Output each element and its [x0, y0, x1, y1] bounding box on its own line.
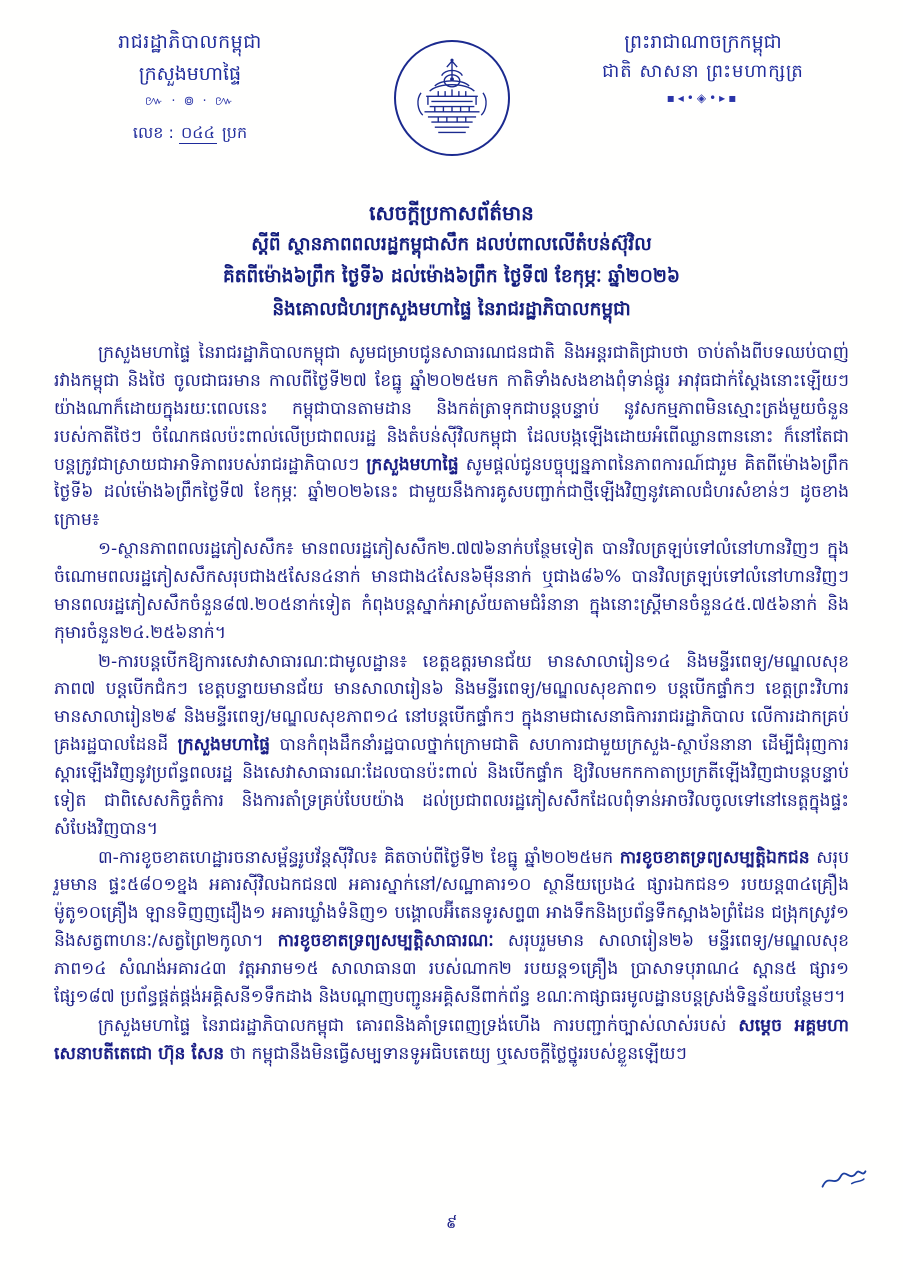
header-center-block: [392, 40, 512, 160]
royal-emblem-icon: [394, 40, 510, 156]
document-body: [54, 340, 849, 1068]
document-number: [133, 122, 247, 146]
paragraph-section-2-part-2: បានកំពុងដឹកនាំរដ្ឋបាលថ្នាក់ក្រោមជាតិ សហការជាមួយក្រសួង-ស្ថាប័ននានា ដើម្បីជំរុញការស្តារឡើងវិញនូវប្រព័ន្ធពលរដ្ឋ និងសេវាសាធារណៈដែលបានប៉ះពាល់ និងបើកផ្ទាំក ឱ្យវិលមកកកាតាប្រក្រតីឡើងវិញជាបន្តបន្ទាប់ទៀត ជាពិសេសកិច្ចតំការ និងការតាំទ្រគ្រប់បែបយ៉ាង ដល់ប្រជាពលរដ្ឋភៀសសឹកដែលពុំទាន់អាចវិលចូលទៅនៅនេត្តក្នុងផ្ទះ សំបែងវិញបាន។: [54, 735, 849, 839]
header-left-block: [60, 28, 320, 146]
title-block: [0, 197, 903, 326]
title-line-1: សេចក្តីប្រកាសព័ត៌មាន: [369, 201, 534, 225]
title-line-3: គិតពីម៉ោង៦ព្រឹក ថ្ងៃទី៦ ដល់ម៉ោង៦ព្រឹក ថ្ងៃទី៧ ខែកុម្ភៈ ឆ្នាំ២០២៦: [223, 266, 680, 288]
paragraph-section-2: [54, 649, 849, 844]
paragraph-closing-part-2: ថា កម្ពុជានឹងមិនធ្វើសម្បទានទូអធិបតេយ្យ ឬសេចក្តីថ្លៃថ្នូររបស់ខ្លួនឡើយៗ: [224, 1043, 687, 1064]
paragraph-intro-part-1: ក្រសួងមហាផ្ទៃ នៃរាជរដ្ឋាភិបាលកម្ពុជា សូមជម្រាបជូនសាធារណជនជាតិ និងអន្តរជាតិជ្រាបថា ចាប់តាំងពីបទឈប់បាញ់រវាងកម្ពុជា និងថៃ ចូលជាធរមាន កាលពីថ្ងៃទី២៧ ខែធ្នូ ឆ្នាំ២០២៥មក កាតិទាំងសងខាងពុំទាន់ផ្តូរ អាវុធជាក់ស្តែងនោះឡើយៗ យ៉ាងណាក៏ដោយក្នុងរយៈពេលនេះ កម្ពុជាបានតាមដាន និងកត់ត្រាទុកជាបន្តបន្ទាប់ នូវសកម្មភាពមិនស្មោះត្រង់មួយចំនួនរបស់កាតីថៃៗ ចំណែកផលប៉ះពាល់លើប្រជាពលរដ្ឋ និងតំបន់ស៊ីវិលកម្ពុជា ដែលបង្កឡើងដោយអំពើឈ្លានពាននោះ ក៏នៅតែជាបន្តក្រូវជាស្រាយជាអាទិភាពរបស់រាជរដ្ឋាភិបាលៗ: [54, 343, 849, 475]
page-number: ៩: [445, 1213, 458, 1232]
paragraph-intro-part-2: សូមផ្តល់ជូនបច្ចុប្បន្នភាពនៃភាពការណ៍ជារួម គិតពីម៉ោង៦ព្រឹក ថ្ងៃទី៦ ដល់ម៉ោង៦ព្រឹកថ្ងៃទី៧ ខែកុម្ភៈ ឆ្នាំ២០២៦នេះ ជាមួយនឹងការគូសបញ្ជាក់ជាថ្មីឡើងវិញនូវគោលជំហរសំខាន់ៗ ដូចខាងក្រោម៖: [54, 454, 849, 531]
ornament-right: ▪◂•◈•▸▪: [666, 91, 740, 106]
document-number-suffix: ប្រក: [222, 122, 248, 142]
document-number-value: ០៤៤: [180, 122, 215, 142]
ornament-left: ៚ · ៙ · ៚: [144, 93, 236, 109]
kingdom-title: ព្រះរាជាណាចក្រកម្ពុជា: [624, 31, 782, 53]
public-property-damage-label: ការខូចខាតទ្រព្យសម្បត្តិសាធារណៈ: [277, 931, 494, 952]
paragraph-closing-part-1: ក្រសួងមហាផ្ទៃ នៃរាជរដ្ឋាភិបាលកម្ពុជា គោរពនិងគាំទ្រពេញទ្រង់ហើង ការបញ្ជាក់ច្បាស់លាស់របស់: [98, 1015, 739, 1036]
title-line-4: និងគោលជំហរក្រសួងមហាផ្ទៃ នៃរាជរដ្ឋាភិបាលកម្ពុជា: [272, 298, 631, 320]
paragraph-section-3: [54, 845, 849, 1012]
title-line-2: ស្តីពី ស្ថានភាពពលរដ្ឋកម្ពុជាសឹក ដលប់ពាលលើតំបន់ស៊ុវិល: [251, 234, 652, 255]
ministry-mention-2: ក្រសួងមហាផ្ទៃ: [177, 735, 271, 756]
document-number-label: លេខ :: [132, 122, 174, 142]
private-property-damage-label: ការខូចខាតទ្រព្យសម្បត្តិឯកជន: [619, 847, 810, 868]
senate-president-name: សម្តេច អគ្គមហាសេនាបតីតេជោ ហ៊ុន សែន: [54, 1015, 849, 1064]
paragraph-intro: [54, 340, 849, 535]
paragraph-section-1: ១-ស្ថានភាពពលរដ្ឋភៀសសឹក៖ មានពលរដ្ឋភៀសសឹក២.៧៧៦នាក់បន្ថែមទៀត បានវិលត្រឡប់ទៅលំនៅហានវិញៗ ក្នុងចំណោមពលរដ្ឋភៀសសឹកសរុបជាង៥សែន៤នាក់ មានជាង៤សែន៦មុឺននាក់ ឬជាង៨៦% បានវិលត្រឡប់ទៅលំនៅហានវិញៗ មានពលរដ្ឋភៀសសឹកចំនួន៨៧.២០៥នាក់ទៀត កំពុងបន្តស្នាក់អាស្រ័យតាមជំរំនានា ក្នុងនោះស្ត្រីមានចំនួន៤៥.៧៥៦នាក់ និងកុមារចំនួន២៤.២៥៦នាក់។: [54, 539, 849, 643]
paragraph-section-3-part-1: ៣-ការខូចខាតហេដ្ឋារចនាសម្ព័ន្ធរូបវ័ន្តស៊ីវិល៖ គិតចាប់ពីថ្ងៃទី២ ខែធ្នូ ឆ្នាំ២០២៥មក: [98, 847, 620, 868]
national-motto: ជាតិ សាសនា ព្រះមហាក្សត្រ: [602, 60, 804, 82]
signature-mark-icon: [821, 1164, 867, 1194]
emblem-drawing: [409, 57, 495, 143]
paragraph-section-2-part-1: ២-ការបន្តបើកឱ្យការសេវាសាធារណៈជាមូលដ្ឋាន៖ ខេត្តឧត្តរមានជ័យ មានសាលារៀន១៤ និងមន្ទីរពេទ្យ/មណ្ឌលសុខភាព៧ បន្តបើកជំកៗ ខេត្តបន្ទាយមានជ័យ មានសាលារៀន៦ និងមន្ទីរពេទ្យ/មណ្ឌលសុខភាព១ បន្តបើកផ្ទាំកៗ ខេត្តព្រះវិហារ មានសាលារៀន២៩ និងមន្ទីរពេទ្យ/មណ្ឌលសុខភាព១៤ នៅបន្តបើកផ្ទាំកៗ ក្នុងនាមជាសេនាធិការរាជរដ្ឋាភិបាល លើការដាកគ្រប់គ្រងរដ្ឋបាលដែនដី: [54, 651, 849, 756]
paragraph-section-3-part-3: សរុបរួមមាន សាលារៀន២៦ មន្ទីរពេទ្យ/មណ្ឌលសុខភាព១៤ សំណង់អគារ៤៣ វត្តអារាម១៥ សាលាធាន៣ របស់ណាក២ របយន្ត១គ្រឿង ប្រាសាទបុរាណ៤ ស្ពាន៥ ផ្សារ១ ផ្សែ១៨៧ ប្រព័ន្ធផ្គត់ផ្គង់អគ្គិសនី១ទឹកដាង និងបណ្តាញបញ្ជូនអគ្គិសនីពាក់ព័ន្ធ ខណៈកាផ្សាធរមូលដ្ឋានបន្តស្រង់ទិន្នន័យបន្ថែមៗ។: [54, 931, 850, 1007]
ministry-mention-1: ក្រសួងមហាផ្ទៃ: [366, 454, 459, 475]
header-right-block: [553, 28, 853, 105]
paragraph-closing: [54, 1013, 849, 1069]
ministry-name-line: ក្រសួងមហាផ្ទៃ: [138, 62, 242, 85]
document-header: [0, 0, 903, 185]
paragraph-section-3-part-2: សរុបរួមមាន ផ្ទះ៥៨០១ខ្នង អគារស៊ីវិលឯកជន៧ អគារស្នាក់នៅ/សណ្ឋាគារ១០ ស្ថានីយប្រេង៤ ផ្សារឯកជន១ របយន្ត៣៤គ្រឿង ម៉ូតូ១០គ្រឿង ឡានទិញញដឿង១ អគារឃ្លាំងទំនិញ១ បង្គោលអ៊ីតេនទូរសព្ទ៣ អាងទឹកនិងប្រព័ន្ធទឹកស្អាង៦ព្រំដែន ជង្រុកស្រូវ១ និងសត្វពាហនៈ/សត្វព្រៃ២កូលា។: [54, 847, 849, 952]
ministry-government-line: រាជរដ្ឋាភិបាលកម្ពុជា: [118, 31, 262, 53]
